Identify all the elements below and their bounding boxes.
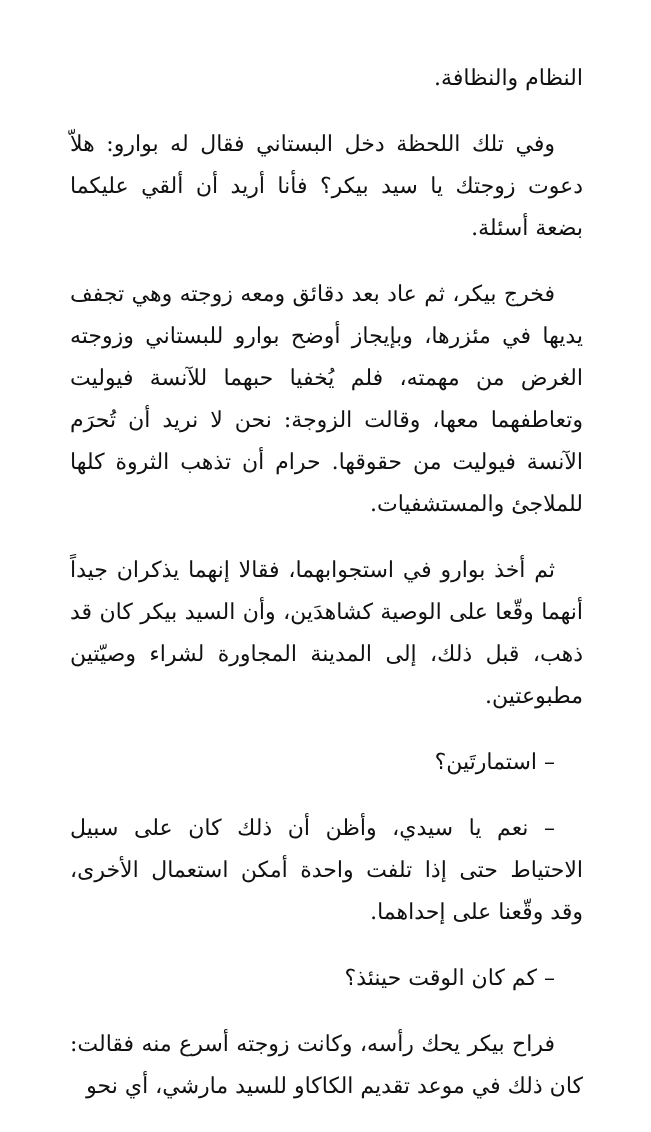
book-page bbox=[70, 58, 583, 1132]
dialog-line-3: – كم كان الوقت حينئذ؟ bbox=[344, 966, 555, 991]
paragraph-5: فراح بيكر يحك رأسه، وكانت زوجته أسرع منه فقالت: كان ذلك في موعد تقديم الكاكاو للسيد مارشي، أي نحو bbox=[70, 1032, 583, 1099]
dialog-line-2: – نعم يا سيدي، وأظن أن ذلك كان على سبيل الاحتياط حتى إذا تلفت واحدة أمكن استعمال الأخرى، وقد وقّعنا على إحداهما. bbox=[70, 816, 583, 925]
paragraph-2: وفي تلك اللحظة دخل البستاني فقال له بوارو: هلاّ دعوت زوجتك يا سيد بيكر؟ فأنا أريد أن ألقي عليكما بضعة أسئلة. bbox=[70, 132, 583, 241]
paragraph-4: ثم أخذ بوارو في استجوابهما، فقالا إنهما يذكران جيداً أنهما وقّعا على الوصية كشاهدَين، وأن السيد بيكر كان قد ذهب، قبل ذلك، إلى المدينة المجاورة لشراء وصيّتين مطبوعتين. bbox=[70, 558, 583, 709]
dialog-line-1: – استمارتَين؟ bbox=[434, 750, 555, 775]
paragraph-1: النظام والنظافة. bbox=[434, 66, 583, 91]
paragraph-3: فخرج بيكر، ثم عاد بعد دقائق ومعه زوجته وهي تجفف يديها في مئزرها، وبإيجاز أوضح بوارو للبستاني وزوجته الغرض من مهمته، فلم يُخفيا حبهما للآنسة فيوليت وتعاطفهما معها، وقالت الزوجة: نحن لا نريد أن تُحرَم الآنسة فيوليت من حقوقها. حرام أن تذهب الثروة كلها للملاجئ والمستشفيات. bbox=[70, 282, 583, 517]
